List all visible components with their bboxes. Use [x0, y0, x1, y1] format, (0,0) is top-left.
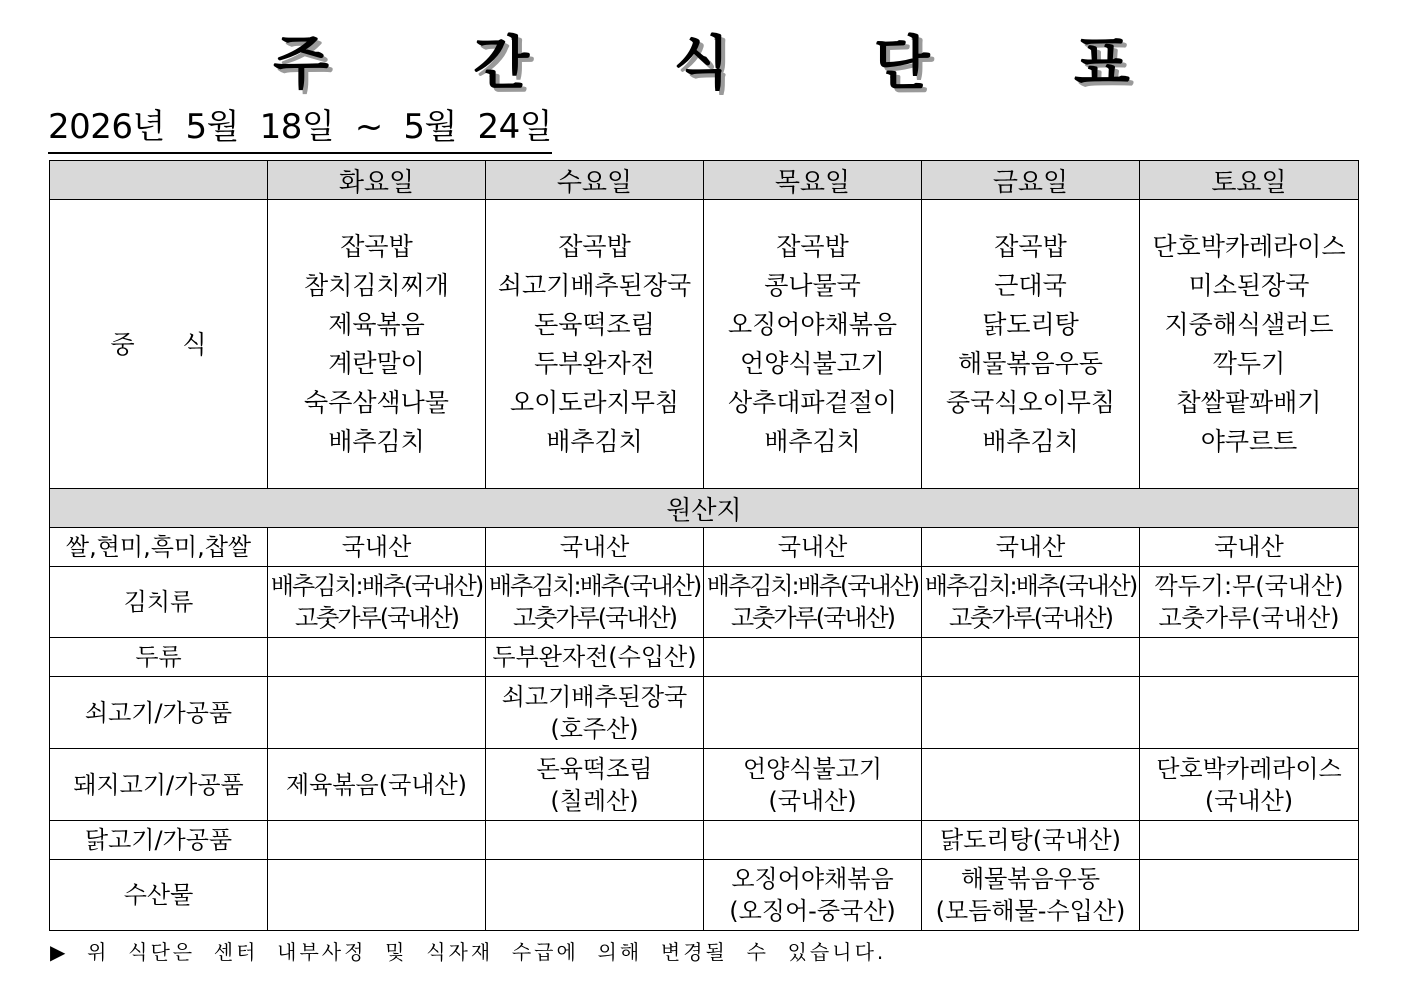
cell-line: 상추대파겉절이: [727, 388, 898, 417]
origin-cell: [1140, 528, 1359, 567]
cell-line: 두부완자전(수입산): [492, 643, 697, 671]
cell-line: 깍두기:무(국내산): [1154, 572, 1344, 600]
origin-cell: [1140, 749, 1359, 821]
origin-cell: [922, 528, 1140, 567]
cell-line: 국내산: [341, 533, 412, 561]
origin-cell: [486, 749, 704, 821]
day-header-row: [50, 161, 1359, 200]
origin-cell: [704, 677, 922, 749]
cell-line: 미소된장국: [1188, 271, 1310, 300]
cell-line: 오징어야채볶음: [731, 865, 894, 893]
origin-cell: [1140, 638, 1359, 677]
cell-line: (오징어-중국산): [729, 897, 896, 925]
origin-cell: [922, 749, 1140, 821]
cell-line: 찹쌀팥꽈배기: [1176, 388, 1322, 417]
origin-row-label: 쌀,현미,흑미,찹쌀: [50, 528, 268, 567]
origin-cell: [268, 749, 486, 821]
origin-cell: [704, 749, 922, 821]
cell-line: 오이도라지무침: [509, 388, 680, 417]
cell-line: 콩나물국: [764, 271, 861, 300]
origin-cell: [268, 677, 486, 749]
cell-line: 배추김치:배추(국내산): [488, 572, 701, 600]
cell-line: 배추김치:배추(국내산): [706, 572, 919, 600]
cell-line: 해물볶음우동: [958, 349, 1103, 378]
origin-row-label: 수산물: [50, 860, 268, 931]
cell-line: 제육볶음(국내산): [285, 770, 467, 799]
cell-line: 참치김치찌개: [304, 271, 449, 300]
origin-cell: [922, 677, 1140, 749]
origin-cell: [922, 638, 1140, 677]
cell-line: 쇠고기배추된장국: [497, 271, 692, 300]
lunch-menu-cell: [1140, 200, 1359, 489]
day-header: 금요일: [922, 161, 1140, 200]
origin-cell: [268, 821, 486, 860]
origin-row-beef: [50, 677, 1359, 749]
cell-line: 배추김치: [328, 427, 425, 456]
page-title: 주 간 식 단 표: [273, 29, 1192, 97]
cell-line: 언양식불고기: [740, 349, 885, 378]
origin-row-label: 쇠고기/가공품: [50, 677, 268, 749]
origin-cell: [486, 860, 704, 931]
footnote: ▶ 위 식단은 센터 내부사정 및 식자재 수급에 의해 변경될 수 있습니다.: [50, 940, 887, 964]
origin-cell: [1140, 860, 1359, 931]
cell-line: 잡곡밥: [994, 232, 1067, 261]
cell-line: 고춧가루(국내산): [730, 604, 894, 632]
header-empty-cell: [50, 161, 268, 200]
cell-line: 배추김치: [982, 427, 1079, 456]
lunch-menu-cell: [704, 200, 922, 489]
origin-cell: [704, 638, 922, 677]
origin-cell: [1140, 821, 1359, 860]
cell-line: 제육볶음: [328, 310, 425, 339]
cell-line: 야쿠르트: [1200, 427, 1298, 456]
cell-line: 중국식오이무침: [945, 388, 1116, 417]
origin-row-chicken: [50, 821, 1359, 860]
origin-cell: [268, 528, 486, 567]
day-header: 수요일: [486, 161, 704, 200]
lunch-menu-cell: [922, 200, 1140, 489]
cell-line: 닭도리탕(국내산): [939, 826, 1121, 854]
lunch-menu-cell: [268, 200, 486, 489]
day-header: 토요일: [1140, 161, 1359, 200]
origin-cell: [1140, 677, 1359, 749]
cell-line: (국내산): [768, 786, 857, 815]
lunch-menu-cell: [486, 200, 704, 489]
cell-line: 단호박카레라이스: [1152, 232, 1346, 261]
lunch-label: 중 식: [50, 200, 268, 489]
cell-line: 배추김치:배추(국내산): [270, 572, 483, 600]
origin-cell: [268, 638, 486, 677]
cell-line: 잡곡밥: [340, 232, 413, 261]
origin-row-grain: [50, 528, 1359, 567]
cell-line: 오징어야채볶음: [727, 310, 898, 339]
cell-line: 배추김치: [764, 427, 861, 456]
origin-row-label: 두류: [50, 638, 268, 677]
origin-cell: [486, 677, 704, 749]
cell-line: 국내산: [995, 533, 1066, 561]
cell-line: 고춧가루(국내산): [512, 604, 676, 632]
cell-line: 지중해식샐러드: [1164, 310, 1334, 339]
origin-cell: [922, 821, 1140, 860]
cell-line: 잡곡밥: [776, 232, 849, 261]
origin-row-pork: [50, 749, 1359, 821]
cell-line: 계란말이: [328, 349, 425, 378]
lunch-row: [50, 200, 1359, 489]
origin-row-label: 닭고기/가공품: [50, 821, 268, 860]
cell-line: 잡곡밥: [558, 232, 631, 261]
origin-row-label: 돼지고기/가공품: [50, 749, 268, 821]
origin-cell: [704, 860, 922, 931]
cell-line: 돈육떡조림: [534, 310, 655, 339]
cell-line: (모듬해물-수입산): [935, 897, 1126, 925]
cell-line: 해물볶음우동: [960, 865, 1101, 893]
origin-row-label: 김치류: [50, 567, 268, 638]
origin-band-row: [50, 489, 1359, 528]
cell-line: 닭도리탕: [982, 310, 1079, 339]
origin-cell: [1140, 567, 1359, 638]
cell-line: 단호박카레라이스: [1156, 754, 1342, 783]
cell-line: 국내산: [777, 533, 848, 561]
origin-cell: [704, 528, 922, 567]
origin-cell: [486, 528, 704, 567]
origin-row-seafood: [50, 860, 1359, 931]
origin-cell: [922, 567, 1140, 638]
origin-cell: [704, 821, 922, 860]
origin-row-beans: [50, 638, 1359, 677]
cell-line: 고춧가루(국내산): [948, 604, 1112, 632]
cell-line: 두부완자전: [534, 349, 655, 378]
cell-line: 고춧가루(국내산): [294, 604, 458, 632]
origin-cell: [486, 567, 704, 638]
weekly-menu-table: [49, 160, 1359, 931]
cell-line: 배추김치: [546, 427, 643, 456]
origin-cell: [268, 567, 486, 638]
cell-line: 돈육떡조림: [536, 754, 653, 783]
origin-cell: [922, 860, 1140, 931]
cell-line: 쇠고기배추된장국: [501, 682, 688, 711]
cell-line: 근대국: [994, 271, 1067, 300]
cell-line: 국내산: [1214, 533, 1284, 561]
day-header: 화요일: [268, 161, 486, 200]
origin-cell: [268, 860, 486, 931]
cell-line: 국내산: [559, 533, 630, 561]
origin-cell: [704, 567, 922, 638]
cell-line: (칠레산): [550, 786, 639, 815]
cell-line: 언양식불고기: [742, 754, 883, 783]
cell-line: (국내산): [1204, 786, 1294, 815]
origin-cell: [486, 638, 704, 677]
date-range: 2026년 5월 18일 ~ 5월 24일: [48, 104, 552, 154]
cell-line: (호주산): [550, 714, 639, 743]
origin-cell: [486, 821, 704, 860]
cell-line: 깍두기: [1212, 349, 1286, 378]
cell-line: 배추김치:배추(국내산): [924, 572, 1137, 600]
origin-row-kimchi: [50, 567, 1359, 638]
origin-band-label: 원산지: [50, 489, 1359, 528]
day-header: 목요일: [704, 161, 922, 200]
cell-line: 고춧가루(국내산): [1158, 604, 1340, 632]
cell-line: 숙주삼색나물: [304, 388, 449, 417]
